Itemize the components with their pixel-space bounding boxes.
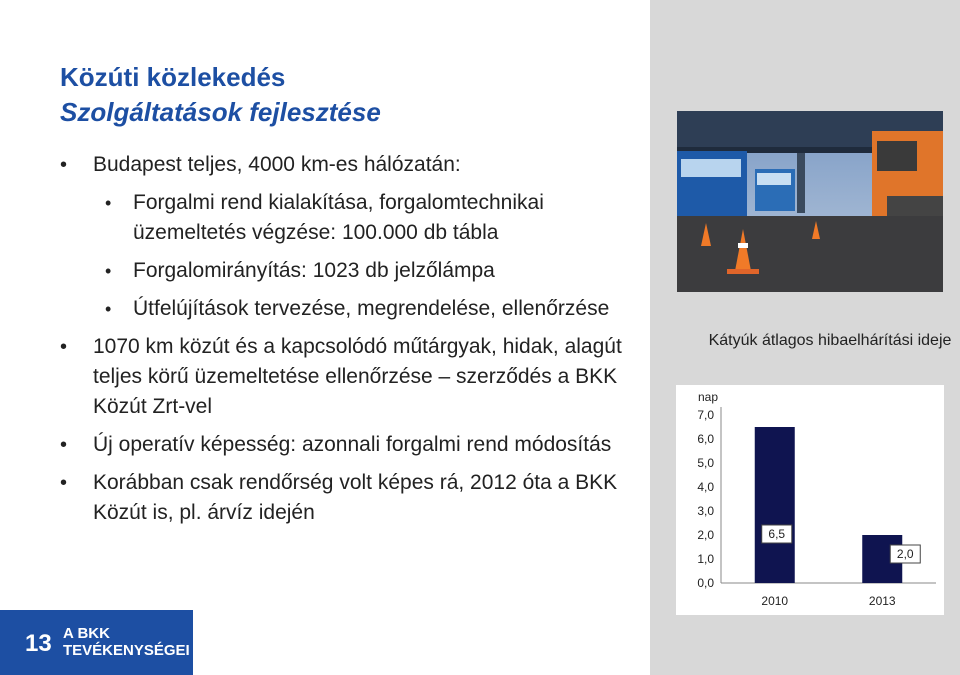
y-tick-label: 4,0 [697,480,714,494]
slide-title: Közúti közlekedés [60,62,286,92]
bullet-item: • Budapest teljes, 4000 km-es hálózatán: [60,150,645,180]
sub-bullet-item: • Forgalomirányítás: 1023 db jelzőlámpa [60,256,645,286]
y-axis-label: nap [698,390,719,404]
pothole-repair-chart [676,385,944,615]
y-tick-label: 5,0 [697,456,714,470]
bullet-item: • Új operatív képesség: azonnali forgalmi rend módosítás [60,430,645,460]
data-label: 2,0 [896,547,914,561]
y-tick-label: 6,0 [697,432,714,446]
sub-bullet-item: • Forgalmi rend kialakítása, forgalomtechnikai üzemeltetés végzése: 100.000 db tábla [60,188,645,248]
y-tick-label: 1,0 [697,552,714,566]
y-tick-label: 7,0 [697,408,714,422]
section-label-line1: A BKK [63,625,110,642]
bar [755,427,795,583]
slide-subtitle: Szolgáltatások fejlesztése [60,97,381,127]
road-works-illustration [677,111,943,292]
x-tick-label: 2010 [761,594,789,608]
data-label: 6,5 [768,527,786,541]
bullet-list [60,150,645,536]
section-label-line2: TEVÉKENYSÉGEI [63,642,190,659]
y-tick-label: 2,0 [697,528,714,542]
sub-bullet-item: • Útfelújítások tervezése, megrendelése, ellenőrzése [60,294,645,324]
x-tick-label: 2013 [868,594,896,608]
footer-section-block [0,610,193,675]
y-tick-label: 0,0 [697,576,714,590]
bullet-item: • 1070 km közút és a kapcsolódó műtárgyak, hidak, alagút teljes körű üzemeltetése ellenőrzése – szerződés a BKK Közút Zrt-vel [60,332,645,422]
section-label [63,625,193,659]
page-number: 13 [25,630,52,657]
bar-chart-svg [676,385,944,615]
y-tick-label: 3,0 [697,504,714,518]
road-works-photo [677,111,943,292]
bullet-item: • Korábban csak rendőrség volt képes rá, 2012 óta a BKK Közút is, pl. árvíz idején [60,468,645,528]
chart-title: Kátyúk átlagos hibaelhárítási ideje [708,332,952,349]
